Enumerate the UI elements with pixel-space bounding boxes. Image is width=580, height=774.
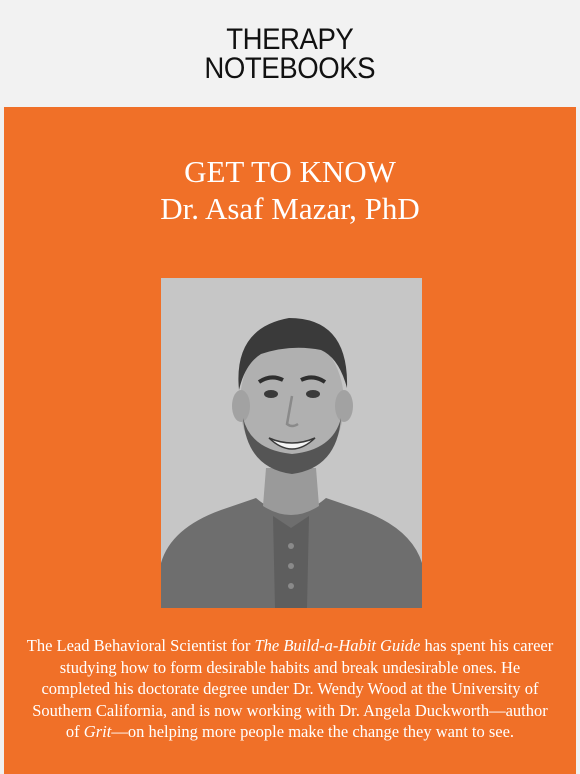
bio-text-1: The Lead Behavioral Scientist for (26, 636, 255, 655)
bio-grit-title: Grit (83, 722, 112, 741)
main-content (4, 107, 576, 774)
header (0, 0, 580, 107)
bio-paragraph (26, 635, 554, 743)
logo-line-1: THERAPY (226, 22, 354, 56)
bio-book-title: The Build-a-Habit Guide (254, 636, 421, 655)
profile-photo (161, 278, 422, 608)
brand-logo[interactable] (204, 22, 376, 85)
logo-line-2: NOTEBOOKS (204, 51, 376, 85)
bio-text-2: has spent his career studying how to form desirable habits and break undesirable ones. He completed his doctorate degree under Dr. Wendy Wood at the University of Southern California, and is now working with Dr. Angela Duckworth—author of (32, 636, 554, 741)
title-name: Dr. Asaf Mazar, PhD (160, 191, 420, 226)
person-portrait-icon (161, 278, 422, 608)
title-intro: GET TO KNOW (184, 154, 396, 189)
bio-text-3: —on helping more people make the change they want to see. (111, 722, 515, 741)
page-title (4, 153, 576, 227)
